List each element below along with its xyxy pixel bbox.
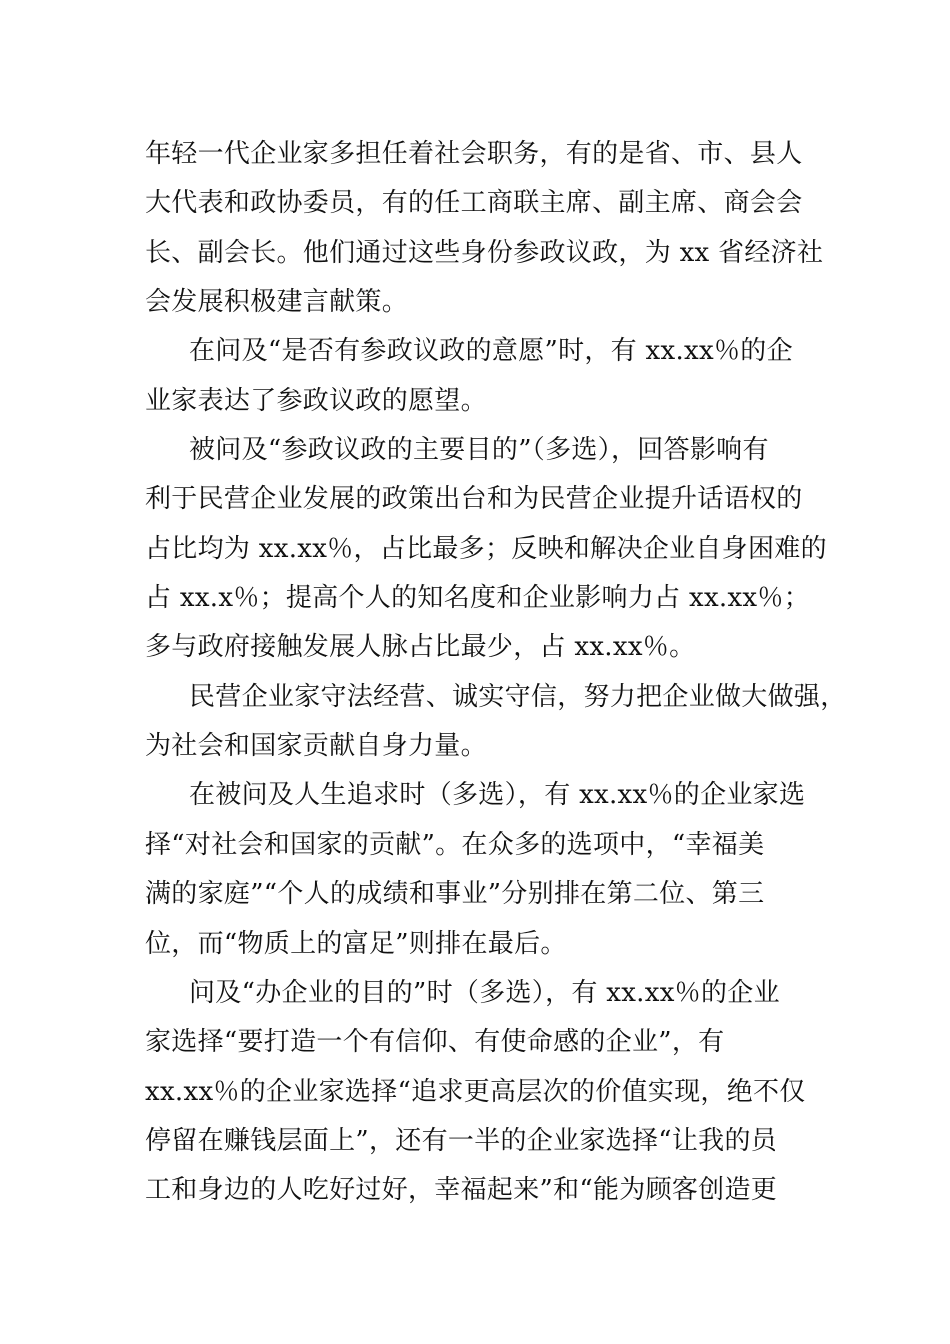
paragraph-first-line: 在问及“是否有参政议政的意愿”时，有 xx.xx％的企 <box>189 336 793 367</box>
text-line: 停留在赚钱层面上”，还有一半的企业家选择“让我的员 <box>145 1125 778 1156</box>
paragraph-first-line: 在被问及人生追求时（多选），有 xx.xx％的企业家选 <box>189 780 806 811</box>
text-line: 会发展积极建言献策。 <box>145 287 409 318</box>
text-line: 家选择“要打造一个有信仰、有使命感的企业”，有 <box>145 1027 725 1058</box>
text-line: 年轻一代企业家多担任着社会职务，有的是省、市、县人 <box>145 139 803 169</box>
paragraph-first-line: 问及“办企业的目的”时（多选），有 xx.xx％的企业 <box>189 977 780 1008</box>
text-line: 大代表和政协委员，有的任工商联主席、副主席、商会会 <box>145 188 803 219</box>
text-line: 占 xx.x％；提高个人的知名度和企业影响力占 xx.xx％； <box>145 583 811 614</box>
text-line: xx.xx％的企业家选择“追求更高层次的价值实现，绝不仅 <box>145 1076 806 1107</box>
text-line: 位，而“物质上的富足”则排在最后。 <box>145 928 567 959</box>
text-line: 业家表达了参政议政的愿望。 <box>145 385 487 416</box>
text-line: 为社会和国家贡献自身力量。 <box>145 731 487 762</box>
document-body <box>145 130 847 1216</box>
text-line: 多与政府接触发展人脉占比最少，占 xx.xx％。 <box>145 632 696 663</box>
text-line: 占比均为 xx.xx％，占比最多；反映和解决企业自身困难的 <box>145 533 827 564</box>
text-line: 长、副会长。他们通过这些身份参政议政，为 xx 省经济社 <box>145 237 824 268</box>
paragraph-first-line: 被问及“参政议政的主要目的”（多选），回答影响有 <box>189 435 769 466</box>
text-line: 利于民营企业发展的政策出台和为民营企业提升话语权的 <box>145 484 803 515</box>
paragraph-first-line: 民营企业家守法经营、诚实守信，努力把企业做大做强， <box>189 681 847 712</box>
text-line: 工和身边的人吃好过好，幸福起来”和“能为顾客创造更 <box>145 1175 778 1206</box>
text-line: 满的家庭”“个人的成绩和事业”分别排在第二位、第三 <box>145 879 765 910</box>
text-line: 择“对社会和国家的贡献”。在众多的选项中，“幸福美 <box>145 829 765 860</box>
